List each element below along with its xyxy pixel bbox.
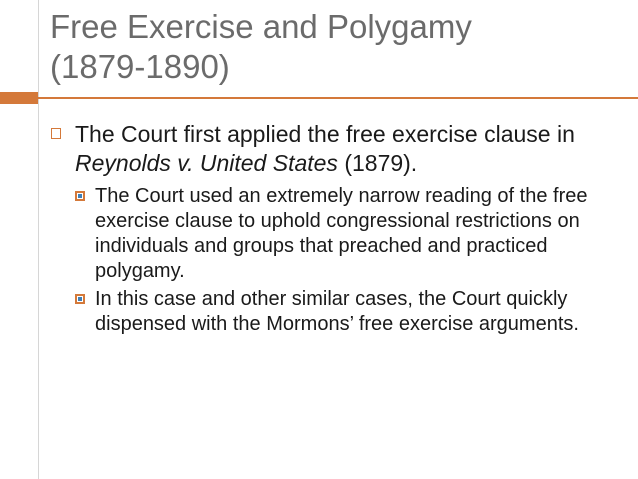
square-bullet-icon [51, 128, 61, 139]
sub-bullet-item [50, 287, 610, 337]
filled-square-bullet-icon [75, 191, 85, 201]
sub-bullet-text: In this case and other similar cases, the Court quickly dispensed with the Mormons’ free exercise arguments. [95, 288, 579, 335]
slide-vertical-rule [38, 0, 39, 479]
bullet-text-before: The Court first applied the free exercise clause in [75, 121, 575, 147]
slide-title-line-2: (1879-1890) [50, 48, 230, 85]
slide-title [50, 7, 610, 87]
bullet-item [50, 120, 610, 178]
slide-title-line-1: Free Exercise and Polygamy [50, 8, 472, 45]
case-name: Reynolds v. United States [75, 150, 338, 176]
title-divider-line [38, 97, 638, 99]
sub-bullet-item [50, 184, 610, 284]
bullet-text-after: (1879). [337, 150, 418, 176]
filled-square-bullet-icon [75, 294, 85, 304]
title-accent-block [0, 92, 38, 104]
slide-body [50, 120, 610, 340]
sub-bullet-text: The Court used an extremely narrow reading of the free exercise clause to uphold congressional restrictions on individuals and groups that preached and practiced polygamy. [95, 185, 588, 282]
